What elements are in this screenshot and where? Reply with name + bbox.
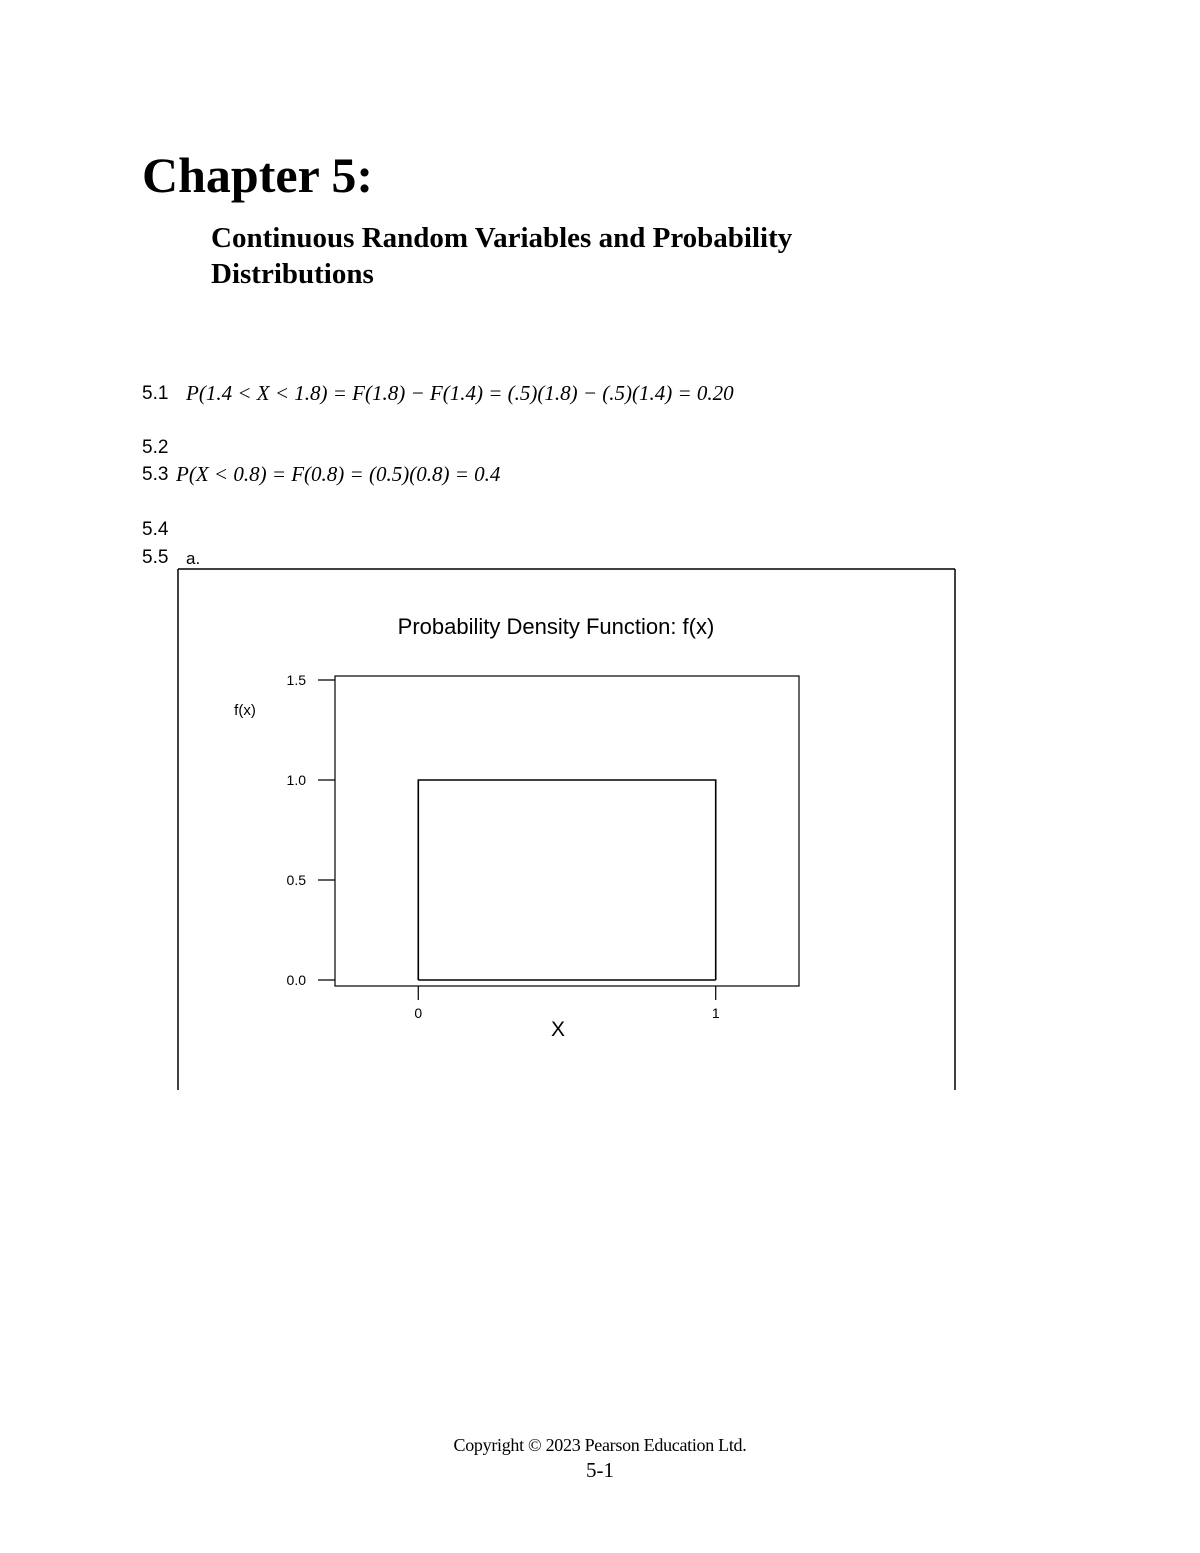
y-tick-label: 0.5	[286, 872, 306, 888]
chart-y-axis-label: f(x)	[234, 702, 256, 719]
y-tick-label: 0.0	[286, 972, 306, 988]
problem-5-1-number: 5.1	[142, 383, 169, 404]
problem-5-1-equation: P(1.4 < X < 1.8) = F(1.8) − F(1.4) = (.5)(1.8) − (.5)(1.4) = 0.20	[186, 381, 734, 405]
chapter-subtitle-line2: Distributions	[211, 258, 374, 290]
problem-5-3-equation: P(X < 0.8) = F(0.8) = (0.5)(0.8) = 0.4	[176, 462, 501, 486]
x-tick-label: 1	[711, 1005, 720, 1021]
chapter-subtitle-line1: Continuous Random Variables and Probability	[211, 222, 793, 254]
y-tick-label: 1.0	[286, 772, 306, 788]
problem-5-5-number: 5.5	[142, 547, 169, 568]
footer-page-number: 5-1	[586, 1458, 614, 1482]
problem-5-4-number: 5.4	[142, 519, 169, 540]
x-tick-label: 0	[414, 1005, 423, 1021]
chart-plot-area	[335, 676, 799, 986]
problem-5-5-part: a.	[186, 549, 201, 568]
problem-5-2-number: 5.2	[142, 437, 169, 458]
pdf-density-line	[418, 780, 715, 980]
problem-5-3-number: 5.3	[142, 464, 169, 485]
y-tick-label: 1.5	[286, 672, 306, 688]
chart-title: Probability Density Function: f(x)	[397, 614, 715, 639]
footer-copyright: Copyright © 2023 Pearson Education Ltd.	[453, 1435, 747, 1455]
chapter-title: Chapter 5:	[142, 147, 374, 203]
chart-x-axis-label: X	[550, 1018, 566, 1041]
